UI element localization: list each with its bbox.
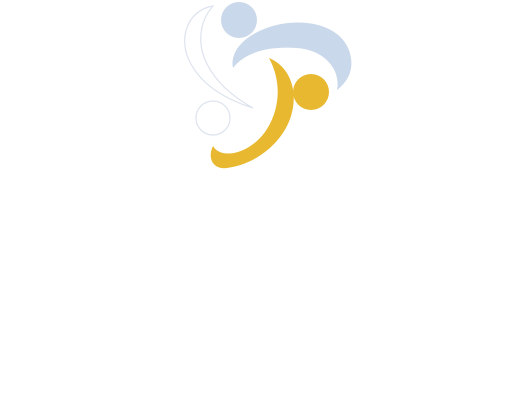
blank-content-area [0, 175, 520, 403]
community-logo-icon [165, 0, 365, 175]
